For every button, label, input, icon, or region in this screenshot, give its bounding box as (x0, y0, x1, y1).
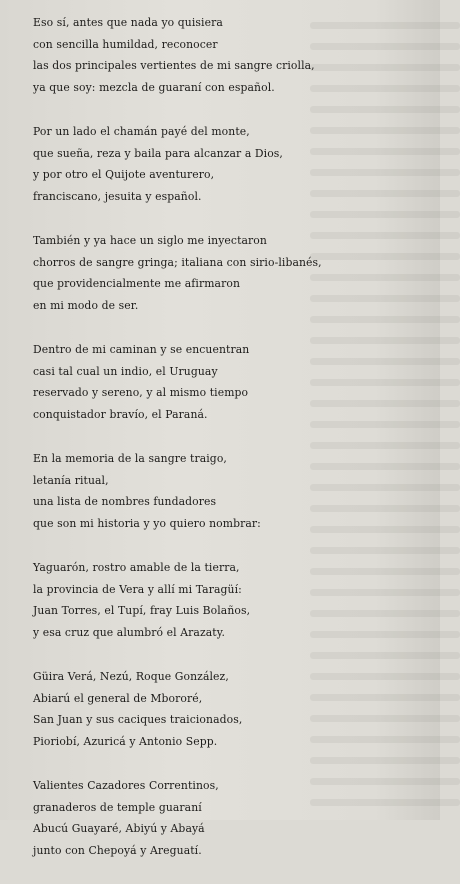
poem-line: y esa cruz que alumbró el Arazaty. (33, 625, 226, 639)
stanza-4 (33, 339, 433, 425)
poem-line: reservado y sereno, y al mismo tiempo (33, 386, 249, 399)
poem-body (33, 12, 433, 884)
poem-line: Pioriobí, Azuricá y Antonio Sepp. (33, 734, 218, 748)
stanza-1 (33, 12, 433, 98)
poem-line: que sueña, reza y baila para alcanzar a Dios, (33, 146, 283, 160)
poem-line: Abucú Guayaré, Abiyú y Abayá (33, 822, 205, 835)
poem-line: junto con Chepoyá y Areguatí. (33, 843, 202, 857)
poem-line: ya que soy: mezcla de guaraní con español. (33, 80, 275, 94)
poem-line: las dos principales vertientes de mi sangre criolla, (33, 59, 315, 72)
poem-line: En la memoria de la sangre traigo, (33, 452, 227, 465)
stanza-5 (33, 448, 433, 534)
poem-line: Abiarú el general de Mbororé, (33, 691, 203, 705)
poem-line: con sencilla humildad, reconocer (33, 37, 218, 51)
poem-line: chorros de sangre gringa; italiana con sirio-libanés, (33, 255, 322, 269)
stanza-2 (33, 121, 433, 207)
poem-line: También y ya hace un siglo me inyectaron (33, 234, 267, 247)
poem-line: que providencialmente me afirmaron (33, 277, 240, 290)
poem-line: San Juan y sus caciques traicionados, (33, 713, 243, 726)
poem-line: la provincia de Vera y allí mi Taragüí: (33, 582, 242, 596)
poem-line: franciscano, jesuita y español. (33, 189, 202, 203)
stanza-7 (33, 666, 433, 752)
poem-line: una lista de nombres fundadores (33, 495, 217, 508)
poem-line: Valientes Cazadores Correntinos, (33, 779, 219, 792)
poem-line: en mi modo de ser. (33, 298, 139, 312)
poem-line: Por un lado el chamán payé del monte, (33, 125, 250, 138)
poem-line: Yaguarón, rostro amable de la tierra, (33, 561, 240, 574)
stanza-3 (33, 230, 433, 316)
poem-line: Güira Verá, Nezú, Roque González, (33, 670, 229, 683)
stanza-6 (33, 557, 433, 643)
poem-line: Juan Torres, el Tupí, fray Luis Bolaños, (33, 604, 251, 617)
poem-line: letanía ritual, (33, 473, 109, 487)
stanza-8 (33, 775, 433, 861)
poem-line: Dentro de mi caminan y se encuentran (33, 343, 250, 356)
poem-line: casi tal cual un indio, el Uruguay (33, 364, 218, 378)
poem-line: Eso sí, antes que nada yo quisiera (33, 16, 223, 29)
poem-line: que son mi historia y yo quiero nombrar: (33, 516, 261, 530)
poem-line: conquistador bravío, el Paraná. (33, 407, 208, 421)
poem-line: y por otro el Quijote aventurero, (33, 168, 215, 181)
poem-line: granaderos de temple guaraní (33, 800, 202, 814)
